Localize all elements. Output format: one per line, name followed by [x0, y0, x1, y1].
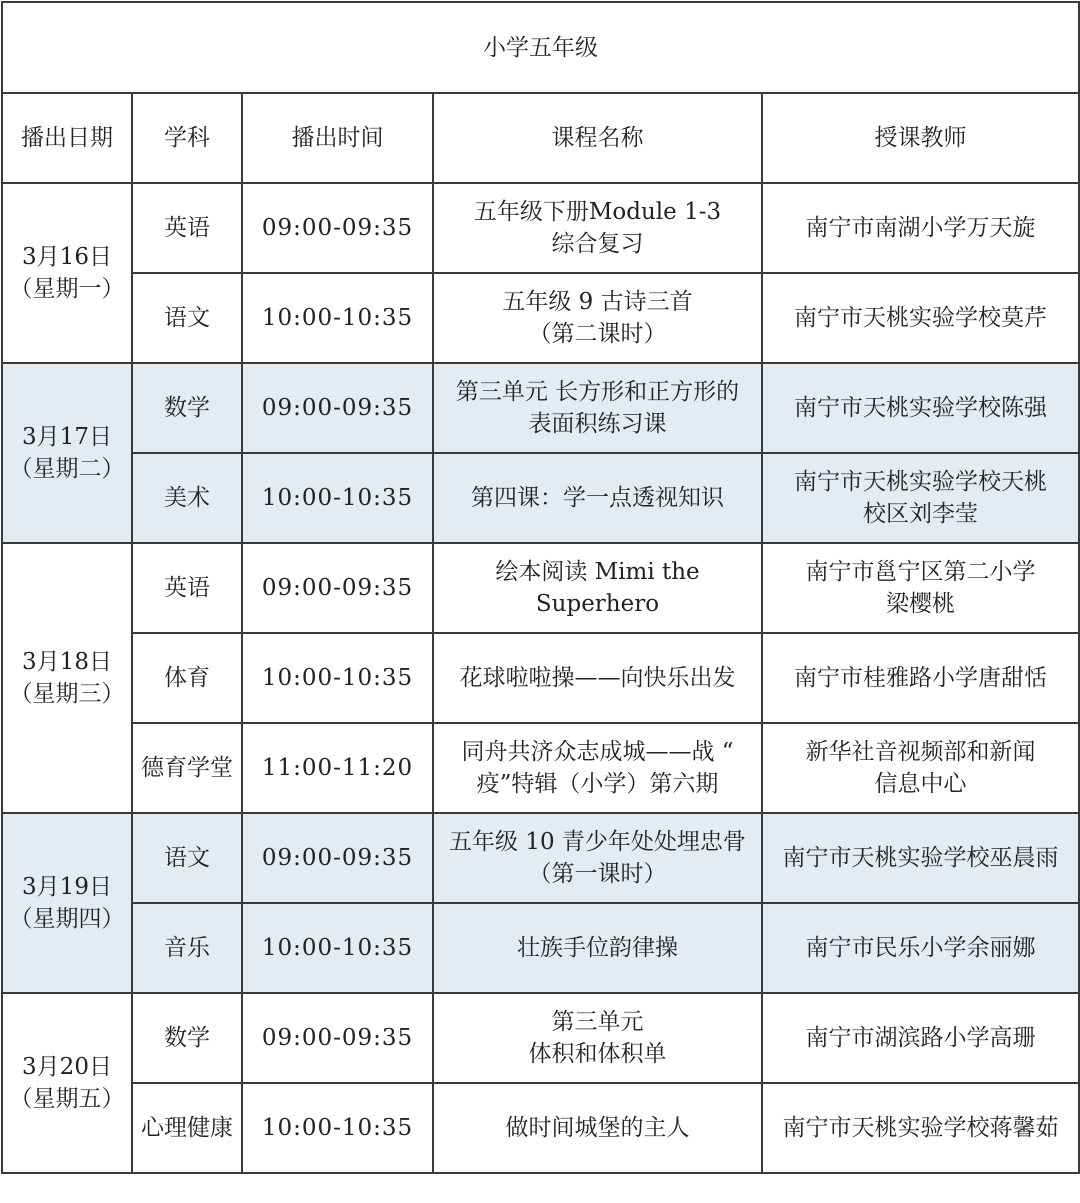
time-cell: 09:00-09:35 — [242, 543, 433, 633]
weekday-text: （星期一） — [9, 276, 125, 302]
table-row — [2, 903, 1079, 993]
course-line: 壮族手位韵律操 — [517, 935, 678, 961]
time-cell: 09:00-09:35 — [242, 183, 433, 273]
course-cell — [433, 363, 762, 453]
table-row — [2, 723, 1079, 813]
subject-cell: 语文 — [132, 273, 242, 363]
header-subject: 学科 — [132, 93, 242, 183]
time-cell: 09:00-09:35 — [242, 363, 433, 453]
teacher-line: 南宁市湖滨路小学高珊 — [805, 1025, 1036, 1051]
time-cell: 10:00-10:35 — [242, 1083, 433, 1173]
teacher-cell — [762, 363, 1079, 453]
date-text: 3月19日 — [22, 874, 112, 900]
date-cell — [2, 363, 132, 543]
header-row — [2, 93, 1079, 183]
teacher-cell — [762, 903, 1079, 993]
subject-cell: 体育 — [132, 633, 242, 723]
teacher-line: 南宁市桂雅路小学唐甜恬 — [794, 665, 1047, 691]
table-row — [2, 813, 1079, 903]
course-line: Superhero — [535, 591, 660, 617]
date-cell — [2, 813, 132, 993]
course-cell — [433, 903, 762, 993]
header-date: 播出日期 — [2, 93, 132, 183]
table-row — [2, 363, 1079, 453]
course-cell — [433, 723, 762, 813]
date-text: 3月18日 — [22, 649, 112, 675]
course-line: 疫”特辑（小学）第六期 — [476, 771, 719, 797]
course-line: 表面积练习课 — [528, 411, 667, 437]
course-line: 体积和体积单 — [528, 1041, 667, 1067]
teacher-cell — [762, 993, 1079, 1083]
header-course: 课程名称 — [433, 93, 762, 183]
subject-cell: 数学 — [132, 993, 242, 1083]
date-text: 3月17日 — [22, 424, 112, 450]
subject-cell: 英语 — [132, 183, 242, 273]
course-line: 第四课：学一点透视知识 — [471, 485, 724, 511]
table-row — [2, 1083, 1079, 1173]
course-line: 做时间城堡的主人 — [505, 1115, 690, 1141]
title-row — [2, 2, 1079, 93]
course-line: 花球啦啦操——向快乐出发 — [459, 665, 736, 691]
time-cell: 09:00-09:35 — [242, 993, 433, 1083]
date-cell — [2, 993, 132, 1173]
table-row — [2, 993, 1079, 1083]
course-line: 五年级 10 青少年处处埋忠骨 — [449, 829, 746, 855]
teacher-line: 南宁市民乐小学余丽娜 — [805, 935, 1036, 961]
teacher-line: 南宁市南湖小学万天旋 — [805, 215, 1036, 241]
teacher-line: 南宁市天桃实验学校陈强 — [794, 395, 1047, 421]
table-row — [2, 543, 1079, 633]
subject-cell: 语文 — [132, 813, 242, 903]
table-row — [2, 183, 1079, 273]
table-row — [2, 633, 1079, 723]
course-line: （第一课时） — [528, 861, 667, 887]
time-cell: 10:00-10:35 — [242, 273, 433, 363]
table-row — [2, 273, 1079, 363]
course-line: 第三单元 — [551, 1009, 644, 1035]
date-cell — [2, 183, 132, 363]
course-line: 同舟共济众志成城——战 “ — [461, 739, 734, 765]
subject-cell: 心理健康 — [132, 1083, 242, 1173]
course-cell — [433, 1083, 762, 1173]
teacher-cell — [762, 453, 1079, 543]
teacher-line: 南宁市邕宁区第二小学 — [805, 559, 1036, 585]
weekday-text: （星期四） — [9, 906, 125, 932]
teacher-cell — [762, 183, 1079, 273]
course-cell — [433, 273, 762, 363]
teacher-cell — [762, 633, 1079, 723]
course-cell — [433, 183, 762, 273]
teacher-cell — [762, 273, 1079, 363]
teacher-cell — [762, 813, 1079, 903]
table-row — [2, 453, 1079, 543]
weekday-text: （星期三） — [9, 681, 125, 707]
course-line: 综合复习 — [551, 231, 644, 257]
course-line: 绘本阅读 Mimi the — [495, 559, 700, 585]
subject-cell: 英语 — [132, 543, 242, 633]
weekday-text: （星期二） — [9, 456, 125, 482]
teacher-line: 南宁市天桃实验学校莫芹 — [794, 305, 1047, 331]
time-cell: 09:00-09:35 — [242, 813, 433, 903]
teacher-line: 南宁市天桃实验学校天桃 — [794, 469, 1047, 495]
header-teacher: 授课教师 — [762, 93, 1079, 183]
teacher-cell — [762, 1083, 1079, 1173]
teacher-cell — [762, 543, 1079, 633]
subject-cell: 美术 — [132, 453, 242, 543]
course-cell — [433, 993, 762, 1083]
course-line: （第二课时） — [528, 321, 667, 347]
subject-cell: 音乐 — [132, 903, 242, 993]
time-cell: 10:00-10:35 — [242, 633, 433, 723]
date-cell — [2, 543, 132, 813]
teacher-line: 南宁市天桃实验学校巫晨雨 — [782, 845, 1059, 871]
teacher-line: 信息中心 — [874, 771, 967, 797]
time-cell: 11:00-11:20 — [242, 723, 433, 813]
course-cell — [433, 543, 762, 633]
teacher-line: 南宁市天桃实验学校蒋馨茹 — [782, 1115, 1059, 1141]
course-line: 第三单元 长方形和正方形的 — [455, 379, 740, 405]
header-time: 播出时间 — [242, 93, 433, 183]
course-line: 五年级 9 古诗三首 — [502, 289, 693, 315]
date-text: 3月16日 — [22, 244, 112, 270]
subject-cell: 德育学堂 — [132, 723, 242, 813]
course-cell — [433, 453, 762, 543]
schedule-body — [2, 183, 1079, 1173]
date-text: 3月20日 — [22, 1054, 112, 1080]
schedule-table — [1, 1, 1080, 1174]
course-line: 五年级下册Module 1-3 — [473, 199, 722, 225]
subject-cell: 数学 — [132, 363, 242, 453]
teacher-line: 校区刘李莹 — [863, 501, 978, 527]
teacher-line: 新华社音视频部和新闻 — [805, 739, 1036, 765]
time-cell: 10:00-10:35 — [242, 903, 433, 993]
table-title: 小学五年级 — [2, 2, 1079, 93]
teacher-cell — [762, 723, 1079, 813]
time-cell: 10:00-10:35 — [242, 453, 433, 543]
course-cell — [433, 813, 762, 903]
course-cell — [433, 633, 762, 723]
teacher-line: 梁樱桃 — [886, 591, 955, 617]
weekday-text: （星期五） — [9, 1086, 125, 1112]
